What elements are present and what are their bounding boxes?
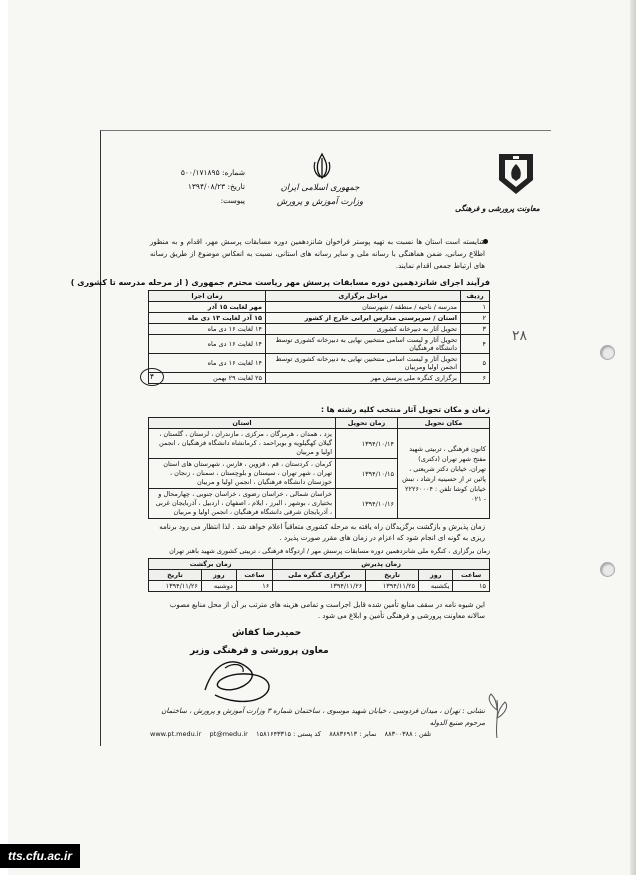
table-row (149, 335, 490, 354)
cell: ۱۶ (236, 581, 273, 592)
col-header: زمان تحویل (336, 418, 398, 429)
table-row (149, 429, 490, 459)
row-number: ۲ (461, 313, 490, 324)
pencil-page-number: ۲۸ (512, 328, 528, 344)
delivery-location: کانون فرهنگی ، تربیتی شهید مفتح شهر تهران (دکتری) تهران، خیابان دکتر شریعتی ، پائین تر از حسینیه ارشاد ، نبش خیابان کوشا تلفن : ۲۲۲۶۰۰۰۴ - ۰۲۱ (398, 429, 490, 519)
deputy-label: معاونت پرورشی و فرهنگی (455, 204, 540, 213)
row-time-text: ۱۴ لغایت ۱۶ دی ماه (207, 340, 262, 348)
table-header-row (149, 570, 490, 581)
row-time: ۱۵ آذر لغایت ۱۳ دی ماه (149, 313, 266, 324)
cell: یکشنبه (419, 581, 453, 592)
footer-postal: کد پستی : ۱۵۸۱۶۴۳۳۱۵ (256, 730, 321, 738)
footer-website: www.pt.medu.ir (150, 730, 202, 738)
delivery-provinces: خراسان شمالی ، خراسان رضوی ، خراسان جنوبی ، چهارمحال و بختیاری ، بوشهر ، البرز ، ایلام ، اصفهان ، اردبیل ، آذربایجان غربی ، آذربایجان شرقی دانشگاه فرهنگیان ، انجمن اولیا و مربیان (149, 489, 336, 519)
signatory-title: معاون پرورشی و فرهنگی وزیر (190, 646, 329, 656)
congress-table (148, 558, 490, 592)
footer-phone: تلفن : ۸۸۳۰۰۳۸۸ (384, 730, 432, 738)
ministry-logo-icon (495, 150, 537, 196)
row-time: ۱۴ لغایت ۱۶ دی ماه (149, 354, 266, 373)
footer-contacts (150, 730, 485, 738)
republic-title: جمهوری اسلامی ایران (280, 183, 360, 193)
iran-emblem-icon (310, 152, 334, 180)
row-number: ۳ (461, 324, 490, 335)
ministry-title: وزارت آموزش و پرورش (276, 197, 364, 207)
row-time: ۲۵ لغایت ۲۹ بهمن (149, 373, 266, 384)
delivery-date: ۱۳۹۴/۱۰/۱۵ (336, 459, 398, 489)
group-header-reception: زمان پذیرش (273, 559, 490, 570)
cell: ۱۳۹۴/۱۱/۲۶ (149, 581, 202, 592)
col-header: ردیف (461, 291, 490, 302)
row-number: ۱ (461, 302, 490, 313)
table-row (149, 373, 490, 384)
row-number: ۵ (461, 354, 490, 373)
table-row (149, 324, 490, 335)
intro-paragraph: شایسته است استان ها نسبت به تهیه پوستر فراخوان شانزدهمین دوره مسابقات پرسش مهر، اقدام و به منظور اطلاع رسانی، ضمن هماهنگی با رسانه ملی و سایر رسانه های استانی، نسبت به انعکاس موضوع از طریق رسانه های ارتباط جمعی اقدام نمایند. (150, 238, 485, 270)
row-stage: برگزاری کنگره ملی پرسش مهر (266, 373, 461, 384)
site-url-badge[interactable]: tts.cfu.ac.ir (0, 844, 80, 868)
cell: ۱۵ (453, 581, 490, 592)
footer-fax: نمابر : ۸۸۸۳۶۹۱۳ (329, 730, 377, 738)
process-table (148, 290, 490, 384)
delivery-provinces: یزد ، همدان ، هرمزگان ، مرکزی ، مازندران ، لرستان ، گلستان ، گیلان کهگیلویه و بویراحمد ، کرمانشاه دانشگاه فرهنگیان ، انجمن اولیا و مربیان (149, 429, 336, 459)
col-header: ساعت (236, 570, 273, 581)
table-row (149, 313, 490, 324)
table-header-row (149, 418, 490, 429)
col-header: استان (149, 418, 336, 429)
delivery-date: ۱۳۹۴/۱۰/۱۴ (336, 429, 398, 459)
congress-table-title: زمان برگزاری ، کنگره ملی شانزدهمین دوره مسابقات پرسش مهر / اردوگاه فرهنگی ، تربیتی کشوری شهید باهنر تهران (169, 547, 490, 555)
note-paragraph: زمان پذیرش و بازگشت برگزیدگان راه یافته به مرحله کشوری متعاقباً اعلام خواهد شد . لذا انتظار می رود برنامه ریزی به گونه ای انجام شود که اعزام در زمان های مقرر صورت پذیرد . (159, 523, 485, 542)
page-edge (630, 0, 636, 875)
letterhead-center (255, 183, 385, 211)
delivery-provinces: کرمان ، کردستان ، قم ، قزوین ، فارس ، شهرستان های استان تهران ، شهر تهران ، سیستان و بلوچستان ، سمنان ، زنجان ، خوزستان دانشگاه فرهنگیان ، انجمن اولیا و مربیان (149, 459, 336, 489)
col-header: روز (419, 570, 453, 581)
row-time: مهر لغایت ۱۵ آذر (149, 302, 266, 313)
letter-date: تاریخ: ۱۳۹۴/۰۸/۲۳ (187, 182, 245, 191)
row-stage: تحویل آثار و لیست اسامی منتخبین نهایی به دبیرخانه کشوری توسط انجمن اولیا ومربیان (266, 354, 461, 373)
letter-attachment: پیوست: (220, 196, 245, 205)
table-group-row (149, 559, 490, 570)
col-header: ساعت (453, 570, 490, 581)
col-header: برگزاری کنگره ملی (273, 570, 366, 581)
col-header: مکان تحویل (398, 418, 490, 429)
group-header-return: زمان برگشت (149, 559, 273, 570)
col-header: روز (201, 570, 236, 581)
table-row (149, 581, 490, 592)
delivery-date: ۱۳۹۴/۱۰/۱۶ (336, 489, 398, 519)
handwritten-signature (195, 650, 285, 710)
cell: ۱۳۹۴/۱۱/۲۶ (273, 581, 366, 592)
row-stage: تحویل آثار به دبیرخانه کشوری (266, 324, 461, 335)
table-row (149, 302, 490, 313)
punch-hole (600, 562, 615, 577)
delivery-table-title: زمان و مکان تحویل آثار منتخب کلیه رشته ها : (321, 405, 490, 414)
col-header: مراحل برگزاری (266, 291, 461, 302)
row-number: ۴ (461, 335, 490, 354)
letter-meta (150, 168, 245, 210)
col-header: تاریخ (366, 570, 419, 581)
footer-address: نشانی : تهران ، میدان فردوسی ، خیابان شهید موسوی ، ساختمان شماره ۳ وزارت آموزش و پرورش ، ساختمان مرحوم صنیع الدوله (161, 707, 485, 727)
cost-paragraph: این شیوه نامه در سقف منابع تأمین شده قابل اجراست و تمامی هزینه های مترتب بر آن از محل منابع مصوب سالانه معاونت پرورشی و فرهنگی تأمین و ابلاغ می شود . (169, 601, 485, 620)
cell: دوشنبه (201, 581, 236, 592)
handwritten-circled-mark: ۴ (140, 368, 164, 386)
process-table-title: فرآیند اجرای شانزدهمین دوره مسابقات پرسش مهر ریاست محترم جمهوری ( از مرحله مدرسه تا کشوری ) (70, 278, 490, 287)
row-time (149, 335, 266, 354)
footer-email: pt@medu.ir (209, 730, 248, 738)
col-header: زمان اجرا (149, 291, 266, 302)
row-stage: تحویل آثار و لیست اسامی منتخبین نهایی به دبیرخانه کشوری توسط دانشگاه فرهنگیان (266, 335, 461, 354)
signatory-name: حمیدرضا کفاش (232, 628, 302, 638)
delivery-table (148, 417, 490, 519)
row-stage: استان / سرپرستی مدارس ایرانی خارج از کشور (266, 313, 461, 324)
table-header-row (149, 291, 490, 302)
col-header: تاریخ (149, 570, 202, 581)
letter-number: شماره: ۵۰۰/۱۷۱۸۹۵ (180, 168, 245, 177)
cell: ۱۳۹۴/۱۱/۲۵ (366, 581, 419, 592)
punch-hole (600, 345, 615, 360)
row-time: ۱۴ لغایت ۱۶ دی ماه (149, 324, 266, 335)
row-stage: مدرسه / ناحیه / منطقه / شهرستان (266, 302, 461, 313)
table-row (149, 354, 490, 373)
row-number: ۶ (461, 373, 490, 384)
